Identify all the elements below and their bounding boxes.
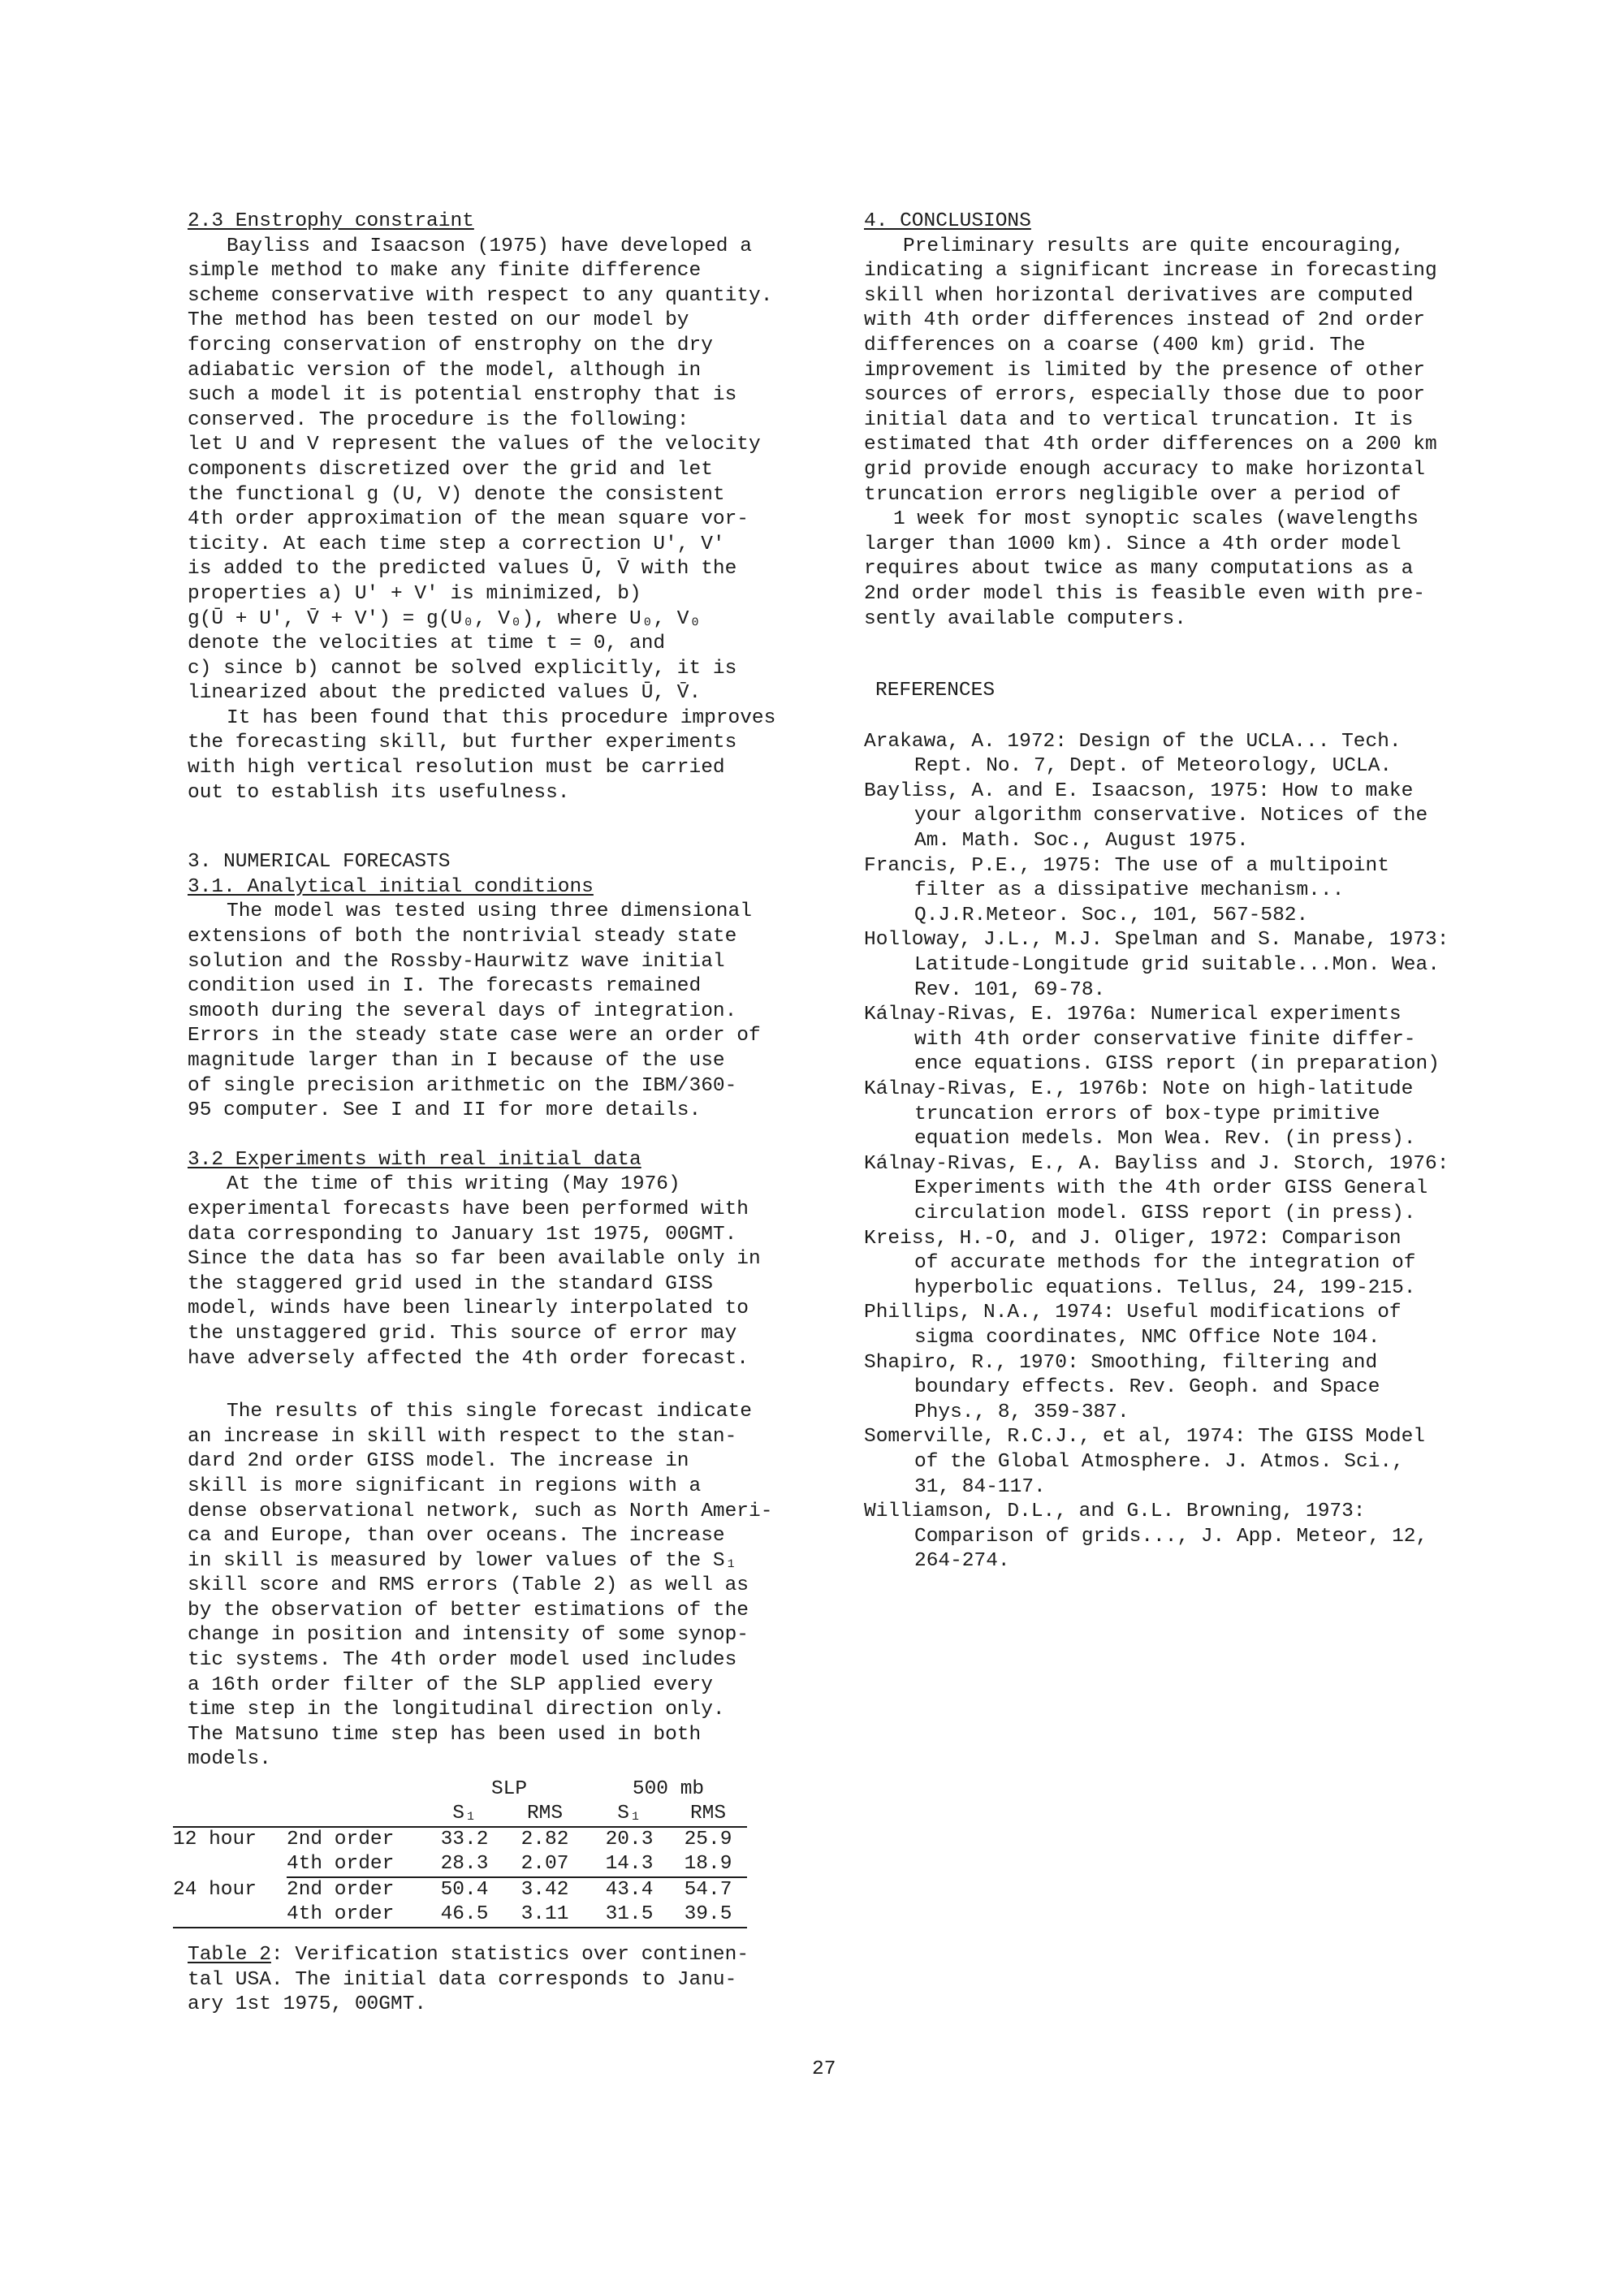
table-cell: 2nd order bbox=[287, 1879, 395, 1902]
table-cell: 3.11 bbox=[500, 1902, 590, 1928]
reference-entry bbox=[864, 1152, 1481, 1227]
table-column-header: RMS bbox=[669, 1802, 747, 1827]
reference-line: Kálnay-Rivas, E. 1976a: Numerical experiments bbox=[864, 1004, 1402, 1026]
text-line: 1 week for most synoptic scales (wavelengths bbox=[893, 508, 1419, 531]
text-line: linearized about the predicted values Ū, V̄. bbox=[188, 682, 702, 705]
text-line: ticity. At each time step a correction U', V' bbox=[188, 533, 725, 555]
reference-entry bbox=[864, 1500, 1481, 1574]
reference-line: with 4th order conservative finite differ- bbox=[914, 1028, 1416, 1051]
text-line: 95 computer. See I and II for more details. bbox=[188, 1099, 702, 1122]
text-line: the unstaggered grid. This source of error may bbox=[188, 1322, 737, 1345]
reference-line: Latitude-Longitude grid suitable...Mon. Wea. bbox=[914, 954, 1440, 977]
table-row bbox=[173, 1902, 747, 1928]
text-line: ca and Europe, than over oceans. The increase bbox=[188, 1525, 725, 1548]
table-cell: 14.3 bbox=[590, 1852, 669, 1877]
text-line: out to establish its usefulness. bbox=[188, 781, 570, 804]
table-caption bbox=[188, 1943, 837, 1968]
reference-line: Bayliss, A. and E. Isaacson, 1975: How to make bbox=[864, 779, 1414, 802]
text-line: let U and V represent the values of the velocity bbox=[188, 434, 761, 456]
text-line: solution and the Rossby-Haurwitz wave initial bbox=[188, 950, 725, 973]
reference-line: equation medels. Mon Wea. Rev. (in press). bbox=[914, 1128, 1416, 1151]
reference-line: 31, 84-117. bbox=[914, 1475, 1046, 1498]
reference-line: sigma coordinates, NMC Office Note 104. bbox=[914, 1326, 1380, 1349]
text-line: is added to the predicted values Ū, V̄ with the bbox=[188, 558, 737, 581]
table-column-header: S₁ bbox=[429, 1802, 500, 1827]
text-line: models. bbox=[188, 1748, 271, 1771]
reference-line: Holloway, J.L., M.J. Spelman and S. Manabe, 1973: bbox=[864, 929, 1449, 952]
text-line: scheme conservative with respect to any quantity. bbox=[188, 284, 773, 307]
text-line: properties a) U' + V' is minimized, b) bbox=[188, 582, 641, 605]
section-3-2-heading: 3.2 Experiments with real initial data bbox=[188, 1148, 641, 1171]
text-line: c) since b) cannot be solved explicitly, it is bbox=[188, 657, 737, 680]
reference-line: Somerville, R.C.J., et al, 1974: The GISS Model bbox=[864, 1426, 1426, 1449]
reference-entry bbox=[864, 1351, 1481, 1426]
text-line: The results of this single forecast indicate bbox=[227, 1401, 752, 1423]
text-line: components discretized over the grid and let bbox=[188, 458, 713, 481]
table-cell: 2.07 bbox=[500, 1852, 590, 1877]
reference-line: Williamson, D.L., and G.L. Browning, 1973: bbox=[864, 1501, 1366, 1523]
text-line: Since the data has so far been available only in bbox=[188, 1248, 761, 1271]
table-column-header: S₁ bbox=[590, 1802, 669, 1827]
table-cell bbox=[173, 1902, 287, 1928]
reference-line: filter as a dissipative mechanism... bbox=[914, 879, 1345, 902]
table-column-header: RMS bbox=[500, 1802, 590, 1827]
reference-line: Experiments with the 4th order GISS General bbox=[914, 1177, 1428, 1200]
text-line: simple method to make any finite difference bbox=[188, 260, 702, 283]
table-cell: 28.3 bbox=[429, 1852, 500, 1877]
text-line: experimental forecasts have been performed with bbox=[188, 1198, 749, 1220]
reference-line: Francis, P.E., 1975: The use of a multipoint bbox=[864, 854, 1389, 877]
text-line: skill when horizontal derivatives are computed bbox=[864, 284, 1414, 307]
text-line: the staggered grid used in the standard GISS bbox=[188, 1272, 713, 1295]
reference-line: Q.J.R.Meteor. Soc., 101, 567-582. bbox=[914, 904, 1309, 926]
text-line: At the time of this writing (May 1976) bbox=[227, 1173, 680, 1196]
table-cell: 39.5 bbox=[669, 1902, 747, 1928]
table-caption-line: tal USA. The initial data corresponds to Janu- bbox=[188, 1968, 737, 1991]
reference-line: Rev. 101, 69-78. bbox=[914, 978, 1106, 1001]
text-line: with 4th order differences instead of 2nd order bbox=[864, 309, 1426, 332]
reference-entry bbox=[864, 730, 1481, 779]
text-line: estimated that 4th order differences on a 200 km bbox=[864, 434, 1437, 456]
text-line: adiabatic version of the model, although in bbox=[188, 359, 702, 382]
text-line: tic systems. The 4th order model used includes bbox=[188, 1649, 737, 1672]
table-cell: 46.5 bbox=[429, 1902, 500, 1928]
left-column bbox=[173, 209, 837, 2018]
table-cell: 25.9 bbox=[684, 1829, 732, 1851]
text-line: larger than 1000 km). Since a 4th order model bbox=[864, 533, 1402, 555]
section-3-1-heading: 3.1. Analytical initial conditions bbox=[188, 875, 594, 898]
text-line: of single precision arithmetic on the IBM/360- bbox=[188, 1074, 737, 1097]
conclusions-heading: 4. CONCLUSIONS bbox=[864, 210, 1031, 232]
table-caption-text: : Verification statistics over continen- bbox=[270, 1944, 749, 1967]
table-cell: 2.82 bbox=[520, 1829, 569, 1851]
reference-line: Kálnay-Rivas, E., 1976b: Note on high-latitude bbox=[864, 1078, 1414, 1100]
table-cell: 54.7 bbox=[684, 1879, 732, 1902]
table-cell: 50.4 bbox=[440, 1879, 489, 1902]
reference-line: truncation errors of box-type primitive bbox=[914, 1103, 1380, 1125]
text-line: Preliminary results are quite encouraging, bbox=[903, 235, 1405, 257]
text-line: requires about twice as many computations as a bbox=[864, 558, 1414, 581]
text-line: forcing conservation of enstrophy on the dry bbox=[188, 334, 713, 356]
reference-line: Kálnay-Rivas, E., A. Bayliss and J. Storch, 1976: bbox=[864, 1152, 1449, 1175]
text-line: 4th order approximation of the mean square vor- bbox=[188, 508, 749, 531]
reference-line: 264-274. bbox=[914, 1550, 1010, 1573]
table-cell: 43.4 bbox=[605, 1879, 654, 1902]
text-line: improvement is limited by the presence of other bbox=[864, 359, 1426, 382]
reference-line: Kreiss, H.-O, and J. Oliger, 1972: Comparison bbox=[864, 1227, 1402, 1250]
text-line: sently available computers. bbox=[864, 607, 1186, 630]
section-3-heading: 3. NUMERICAL FORECASTS bbox=[188, 851, 451, 874]
reference-line: Am. Math. Soc., August 1975. bbox=[914, 830, 1249, 853]
reference-line: hyperbolic equations. Tellus, 24, 199-215. bbox=[914, 1276, 1416, 1299]
reference-line: boundary effects. Rev. Geoph. and Space bbox=[914, 1376, 1380, 1399]
table-cell: 33.2 bbox=[440, 1829, 489, 1851]
text-line: model, winds have been linearly interpolated to bbox=[188, 1298, 749, 1320]
text-line: differences on a coarse (400 km) grid. The bbox=[864, 334, 1366, 356]
reference-line: Phillips, N.A., 1974: Useful modifications of bbox=[864, 1302, 1402, 1324]
text-line: the forecasting skill, but further experiments bbox=[188, 732, 737, 754]
reference-entry bbox=[864, 1301, 1481, 1350]
reference-line: Shapiro, R., 1970: Smoothing, filtering and bbox=[864, 1351, 1378, 1374]
table-cell: 4th order bbox=[287, 1902, 429, 1928]
text-line: denote the velocities at time t = 0, and bbox=[188, 633, 666, 655]
text-line: truncation errors negligible over a period of bbox=[864, 483, 1402, 506]
table-caption-label: Table 2 bbox=[188, 1944, 271, 1967]
text-line: sources of errors, especially those due to poor bbox=[864, 384, 1426, 407]
text-line: have adversely affected the 4th order forecast. bbox=[188, 1347, 749, 1370]
text-line: skill score and RMS errors (Table 2) as well as bbox=[188, 1574, 749, 1597]
table-cell: 20.3 bbox=[605, 1829, 654, 1851]
text-line: condition used in I. The forecasts remained bbox=[188, 975, 702, 998]
table-cell bbox=[173, 1852, 287, 1877]
right-column bbox=[864, 209, 1481, 1574]
table-cell: 24 hour bbox=[173, 1878, 257, 1901]
text-line: in skill is measured by lower values of the S₁ bbox=[188, 1549, 737, 1572]
text-line: such a model it is potential enstrophy that is bbox=[188, 384, 737, 407]
text-line: time step in the longitudinal direction only. bbox=[188, 1699, 725, 1721]
text-line: The model was tested using three dimensional bbox=[227, 900, 752, 923]
table-group-header: 500 mb bbox=[632, 1778, 705, 1801]
reference-line: of the Global Atmosphere. J. Atmos. Sci., bbox=[914, 1450, 1404, 1473]
text-line: It has been found that this procedure improves bbox=[227, 706, 776, 729]
table-row bbox=[173, 1827, 747, 1852]
reference-line: ence equations. GISS report (in preparation) bbox=[914, 1053, 1440, 1076]
reference-line: circulation model. GISS report (in press). bbox=[914, 1202, 1416, 1224]
text-line: with high vertical resolution must be carried bbox=[188, 757, 725, 779]
table-cell: 31.5 bbox=[590, 1902, 669, 1928]
reference-line: Phys., 8, 359-387. bbox=[914, 1401, 1129, 1423]
reference-line: Rept. No. 7, Dept. of Meteorology, UCLA. bbox=[914, 755, 1393, 778]
table-cell: 12 hour bbox=[173, 1829, 257, 1851]
text-line: dard 2nd order GISS model. The increase in bbox=[188, 1450, 689, 1473]
reference-entry bbox=[864, 779, 1481, 854]
text-line: g(Ū + U', V̄ + V') = g(U₀, V₀), where U₀, V₀ bbox=[188, 607, 702, 630]
text-line: magnitude larger than in I because of the use bbox=[188, 1050, 725, 1072]
reference-line: Comparison of grids..., J. App. Meteor, 12, bbox=[914, 1525, 1428, 1548]
reference-line: your algorithm conservative. Notices of the bbox=[914, 805, 1428, 827]
references-heading: REFERENCES bbox=[875, 680, 996, 702]
reference-entry bbox=[864, 1003, 1481, 1077]
table-cell: 2nd order bbox=[287, 1829, 395, 1851]
text-line: Bayliss and Isaacson (1975) have developed a bbox=[227, 235, 752, 257]
text-line: initial data and to vertical truncation. It is bbox=[864, 408, 1414, 431]
text-line: data corresponding to January 1st 1975, 00GMT. bbox=[188, 1223, 737, 1246]
table-row bbox=[173, 1852, 747, 1877]
table-cell: 18.9 bbox=[669, 1852, 747, 1877]
text-line: the functional g (U, V) denote the consistent bbox=[188, 483, 725, 506]
page-number: 27 bbox=[812, 2058, 836, 2080]
section-2-3-heading: 2.3 Enstrophy constraint bbox=[188, 210, 474, 232]
verification-table bbox=[173, 1777, 747, 1928]
reference-line: Arakawa, A. 1972: Design of the UCLA... Tech. bbox=[864, 730, 1402, 753]
reference-entry bbox=[864, 1227, 1481, 1302]
text-line: by the observation of better estimations of the bbox=[188, 1599, 749, 1622]
reference-entry bbox=[864, 1077, 1481, 1152]
text-line: Errors in the steady state case were an order of bbox=[188, 1025, 761, 1047]
table-cell: 3.42 bbox=[520, 1879, 569, 1902]
text-line: The Matsuno time step has been used in both bbox=[188, 1723, 702, 1746]
reference-entry bbox=[864, 928, 1481, 1003]
table-caption-line: ary 1st 1975, 00GMT. bbox=[188, 1993, 427, 2016]
text-line: The method has been tested on our model by bbox=[188, 309, 689, 332]
text-line: change in position and intensity of some synop- bbox=[188, 1624, 749, 1647]
table-row bbox=[173, 1877, 747, 1902]
table-cell: 4th order bbox=[287, 1852, 429, 1877]
text-line: smooth during the several days of integration. bbox=[188, 1000, 737, 1022]
reference-entry bbox=[864, 854, 1481, 929]
text-line: grid provide enough accuracy to make horizontal bbox=[864, 458, 1426, 481]
text-line: conserved. The procedure is the following: bbox=[188, 408, 689, 431]
text-line: indicating a significant increase in forecasting bbox=[864, 260, 1437, 283]
table-group-header: SLP bbox=[490, 1778, 528, 1801]
text-line: dense observational network, such as North Ameri- bbox=[188, 1500, 773, 1522]
reference-entry bbox=[864, 1425, 1481, 1500]
text-line: skill is more significant in regions with a bbox=[188, 1475, 702, 1497]
text-line: a 16th order filter of the SLP applied every bbox=[188, 1673, 713, 1696]
text-line: an increase in skill with respect to the stan- bbox=[188, 1425, 737, 1448]
text-line: 2nd order model this is feasible even with pre- bbox=[864, 582, 1426, 605]
text-line: extensions of both the nontrivial steady state bbox=[188, 926, 737, 948]
reference-line: of accurate methods for the integration of bbox=[914, 1252, 1416, 1275]
